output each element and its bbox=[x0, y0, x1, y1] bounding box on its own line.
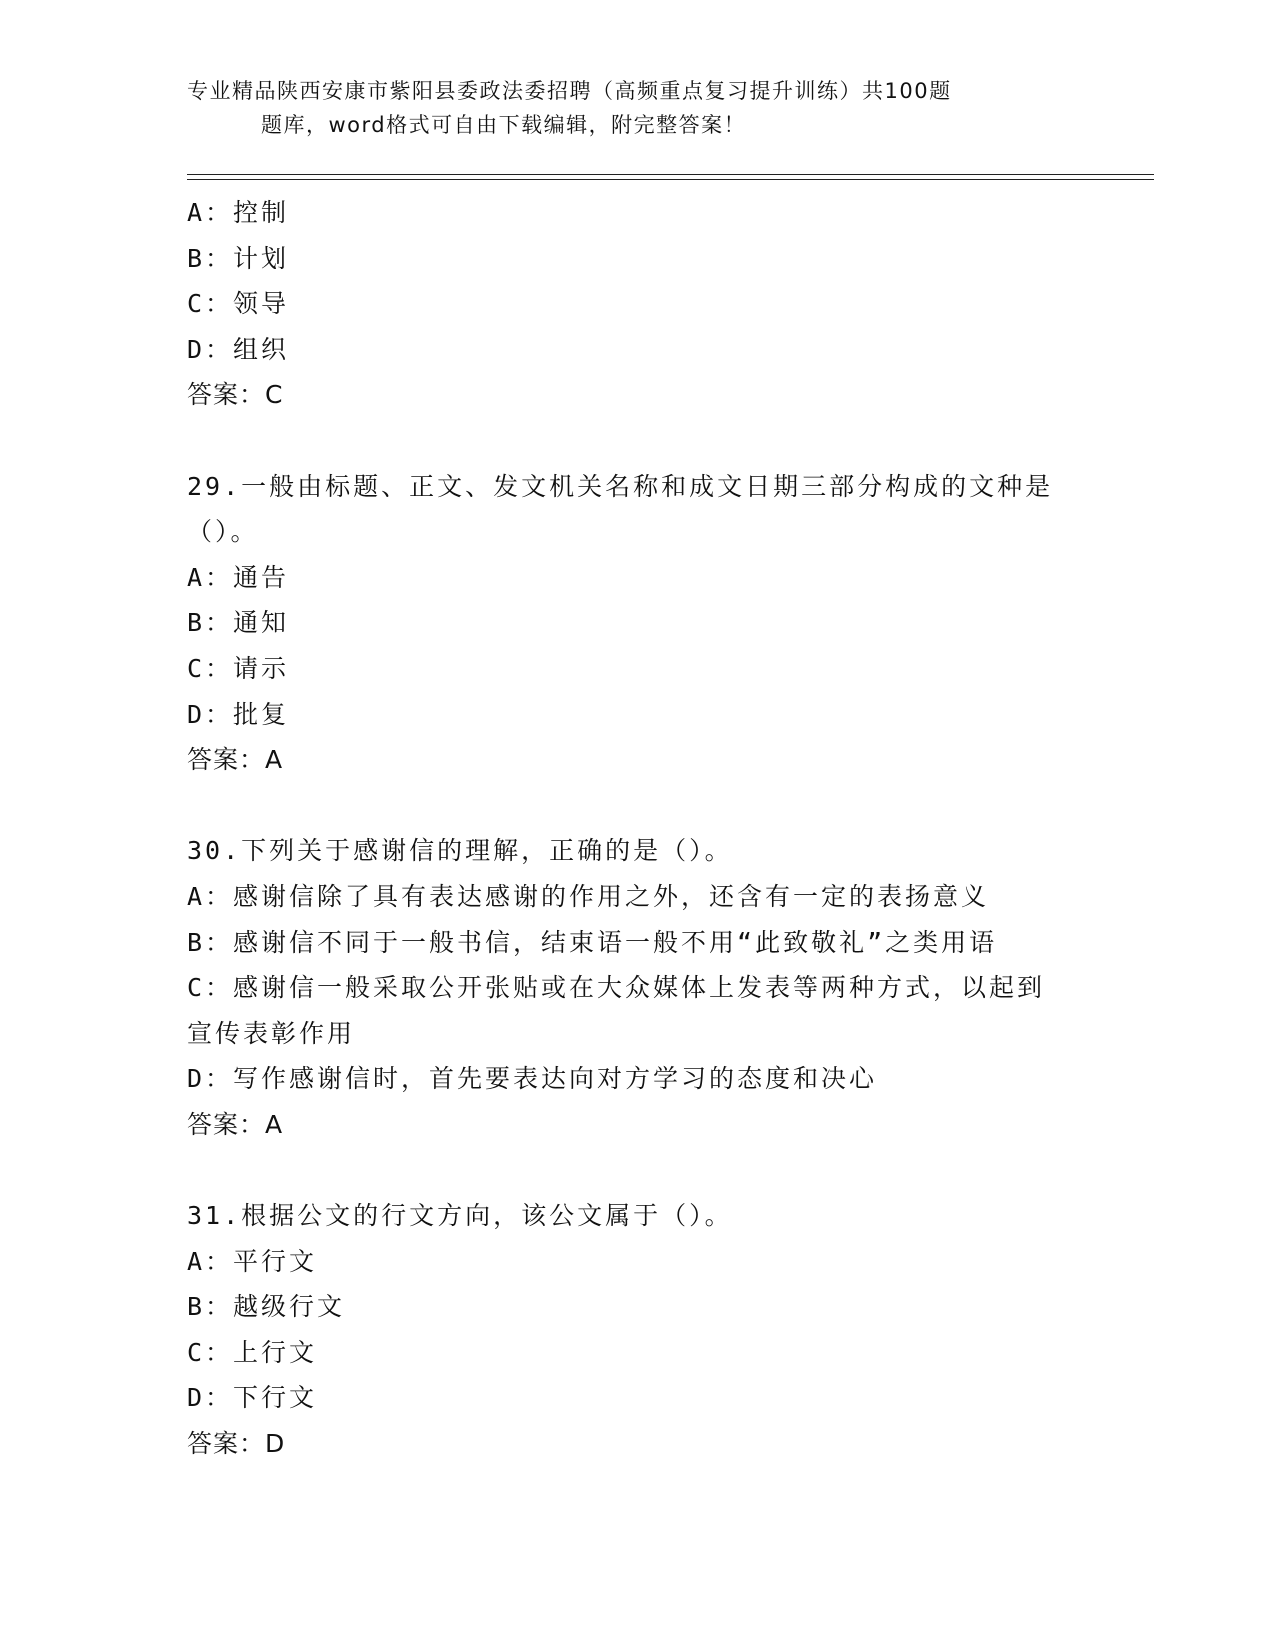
option-a: A：控制 bbox=[187, 198, 290, 227]
option-a: A：通告 bbox=[187, 562, 290, 592]
option-b: B：通知 bbox=[187, 608, 290, 638]
header-rule-top bbox=[187, 174, 1154, 175]
option-b: B：计划 bbox=[187, 243, 290, 273]
option-c: C：感谢信一般采取公开张贴或在大众媒体上发表等两种方式，以起到 bbox=[187, 973, 1046, 1003]
question-block-29 bbox=[187, 464, 1087, 783]
question-block-30 bbox=[187, 828, 1087, 1147]
header-title-line2: 题库，word格式可自由下载编辑，附完整答案！ bbox=[261, 113, 747, 137]
document-header bbox=[187, 74, 1067, 142]
answer-line: 答案：C bbox=[187, 380, 284, 410]
option-d: D：批复 bbox=[187, 699, 290, 729]
answer-line: 答案：A bbox=[187, 1109, 284, 1139]
option-a: A：感谢信除了具有表达感谢的作用之外，还含有一定的表扬意义 bbox=[187, 881, 990, 911]
question-block-31 bbox=[187, 1193, 1087, 1467]
option-c: C：领导 bbox=[187, 289, 290, 319]
option-b: B：感谢信不同于一般书信，结束语一般不用“此致敬礼”之类用语 bbox=[187, 927, 998, 957]
question-stem: 30.下列关于感谢信的理解，正确的是（）。 bbox=[187, 836, 733, 866]
spacer bbox=[187, 783, 1087, 829]
question-stem: 31.根据公文的行文方向，该公文属于（）。 bbox=[187, 1201, 733, 1231]
header-rule-bottom bbox=[187, 179, 1154, 180]
answer-line: 答案：A bbox=[187, 745, 284, 775]
spacer bbox=[187, 418, 1087, 464]
option-c: C：上行文 bbox=[187, 1337, 318, 1367]
header-title-line1: 专业精品陕西安康市紫阳县委政法委招聘（高频重点复习提升训练）共100题 bbox=[187, 79, 952, 103]
question-stem: 29.一般由标题、正文、发文机关名称和成文日期三部分构成的文种是 bbox=[187, 471, 1054, 501]
option-b: B：越级行文 bbox=[187, 1292, 346, 1322]
option-a: A：平行文 bbox=[187, 1246, 318, 1276]
spacer bbox=[187, 1147, 1087, 1193]
answer-line: 答案：D bbox=[187, 1429, 286, 1459]
question-block-28 bbox=[187, 190, 1087, 418]
option-d: D：写作感谢信时，首先要表达向对方学习的态度和决心 bbox=[187, 1064, 878, 1094]
option-d: D：下行文 bbox=[187, 1383, 318, 1413]
option-c: C：请示 bbox=[187, 653, 290, 683]
option-d: D：组织 bbox=[187, 334, 290, 364]
question-list bbox=[187, 190, 1087, 1467]
option-c-continued: 宣传表彰作用 bbox=[187, 1018, 356, 1048]
question-stem-continued: （）。 bbox=[187, 517, 259, 547]
